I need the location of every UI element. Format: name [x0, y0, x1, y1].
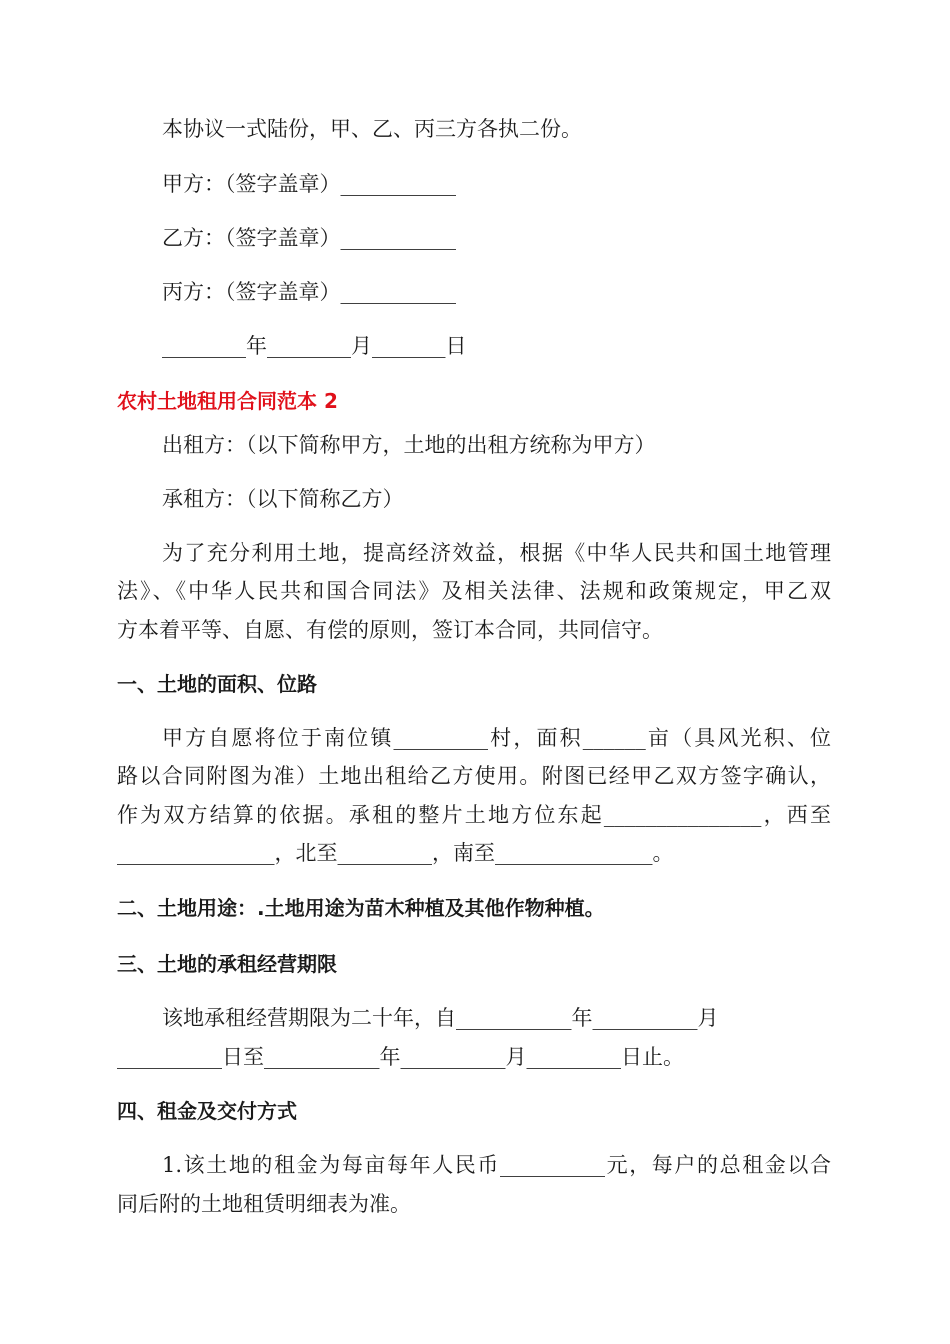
party-b-signature: 乙方：（签字盖章）___________	[162, 226, 456, 250]
preamble-line-2: 法》、《中华人民共和国合同法》及相关法律、法规和政策规定，甲乙双	[117, 579, 831, 603]
section-3-line-1: 该地承租经营期限为二十年，自___________年__________月	[162, 1006, 719, 1030]
section-3-heading: 三、土地的承租经营期限	[117, 952, 337, 976]
section-3-line-2: __________日至___________年__________月_________日止。	[117, 1045, 684, 1069]
lessor-line: 出租方：（以下简称甲方，土地的出租方统称为甲方）	[162, 433, 656, 457]
section-1-line-4: _______________，北至_________，南至_______________。	[117, 841, 674, 865]
copies-clause: 本协议一式陆份，甲、乙、丙三方各执二份。	[162, 117, 582, 141]
contract-title: 农村土地租用合同范本 2	[117, 389, 338, 413]
party-c-signature: 丙方：（签字盖章）___________	[162, 280, 456, 304]
section-1-line-1: 甲方自愿将位于南位镇_________村，面积______亩（具风光积、位	[162, 726, 831, 750]
section-2-heading: 二、土地用途：.土地用途为苗木种植及其他作物种植。	[117, 896, 605, 920]
section-1-line-3: 作为双方结算的依据。承租的整片土地方位东起_______________，西至	[117, 803, 831, 827]
section-4-line-2: 同后附的土地租赁明细表为准。	[117, 1192, 411, 1216]
party-a-signature: 甲方：（签字盖章）___________	[162, 172, 456, 196]
section-4-line-1: 1.该土地的租金为每亩每年人民币__________元，每户的总租金以合	[162, 1153, 831, 1177]
section-4-heading: 四、租金及交付方式	[117, 1099, 297, 1123]
section-1-heading: 一、土地的面积、位路	[117, 672, 317, 696]
preamble-line-1: 为了充分利用土地，提高经济效益，根据《中华人民共和国土地管理	[162, 541, 831, 565]
preamble-line-3: 方本着平等、自愿、有偿的原则，签订本合同，共同信守。	[117, 618, 663, 642]
section-1-line-2: 路以合同附图为准）土地出租给乙方使用。附图已经甲乙双方签字确认，	[117, 764, 831, 788]
date-line: ________年________月_______日	[162, 334, 467, 358]
lessee-line: 承租方：（以下简称乙方）	[162, 487, 404, 511]
